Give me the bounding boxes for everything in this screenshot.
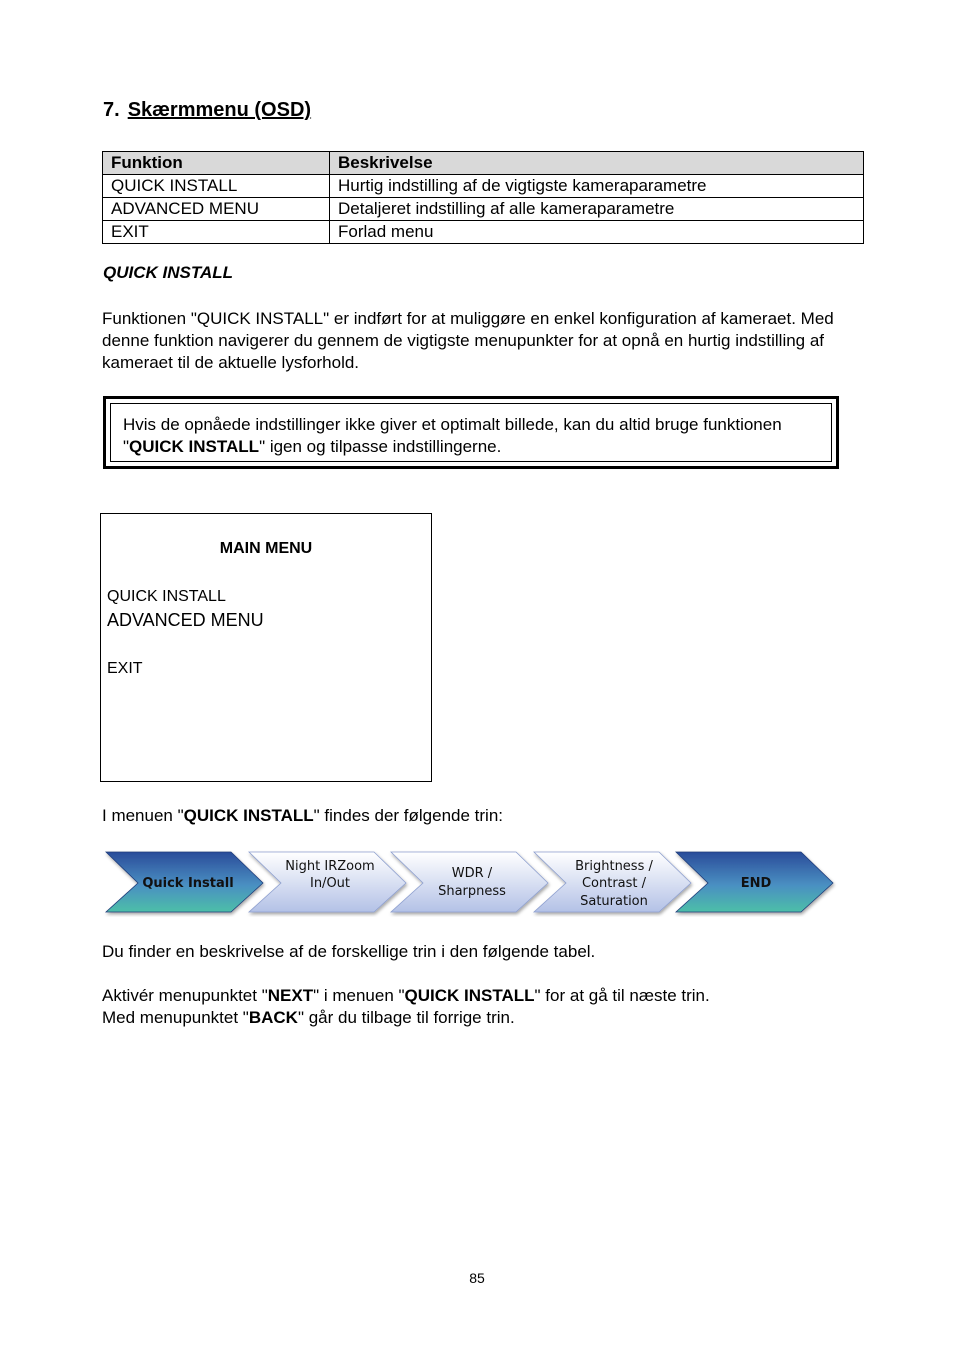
section-title: Skærmmenu (OSD) (127, 99, 312, 121)
page-number: 85 (469, 1270, 485, 1286)
function-table (102, 151, 864, 244)
section-heading (103, 99, 311, 122)
step-arrow-3 (391, 852, 548, 912)
menu-item-quick-install[interactable]: QUICK INSTALL (107, 588, 226, 605)
step-label: In/Out (309, 876, 351, 891)
menu-item-advanced-menu[interactable]: ADVANCED MENU (107, 610, 264, 630)
step-label: Brightness / (575, 859, 653, 874)
table-row (103, 175, 864, 198)
back-instruction: Med menupunktet "BACK" går du tilbage til forrige trin. (102, 1008, 515, 1027)
step-label: Night IRZoom (285, 859, 375, 874)
table-row (103, 221, 864, 244)
step-arrow-1 (106, 852, 263, 912)
step-arrow-2 (249, 852, 406, 912)
step-arrow-4 (534, 852, 691, 912)
step-label: Sharpness (438, 884, 506, 899)
step-label: END (740, 876, 772, 891)
subheading: QUICK INSTALL (103, 263, 234, 282)
note-text: Hvis de opnåede indstillinger ikke giver et optimalt billede, kan du altid bruge funktionen "QUICK INSTALL" igen og tilpasse indstillingerne. (110, 403, 832, 462)
table-cell: EXIT (103, 221, 330, 244)
table-cell: QUICK INSTALL (103, 175, 330, 198)
table-row (103, 198, 864, 221)
main-menu-panel (100, 513, 432, 782)
menu-item-exit[interactable]: EXIT (107, 660, 143, 677)
step-label: Contrast / (581, 876, 647, 891)
section-number: 7. (103, 99, 120, 121)
step-label: Quick Install (142, 876, 234, 891)
table-header-row (103, 152, 864, 175)
table-header-cell: Beskrivelse (330, 152, 864, 175)
step-label: Saturation (580, 894, 648, 909)
table-cell: Detaljeret indstilling af alle kameraparametre (330, 198, 864, 221)
quick-install-steps-flow (103, 849, 838, 917)
table-header-cell: Funktion (103, 152, 330, 175)
table-cell: Forlad menu (330, 221, 864, 244)
next-instruction: Aktivér menupunktet "NEXT" i menuen "QUICK INSTALL" for at gå til næste trin. (102, 986, 710, 1005)
table-cell: Hurtig indstilling af de vigtigste kameraparametre (330, 175, 864, 198)
main-menu-title: MAIN MENU (219, 540, 313, 557)
note-box (103, 396, 839, 469)
step-label: WDR / (451, 866, 493, 881)
table-description: Du finder en beskrivelse af de forskellige trin i den følgende tabel. (102, 942, 596, 961)
table-cell: ADVANCED MENU (103, 198, 330, 221)
steps-intro: I menuen "QUICK INSTALL" findes der følgende trin: (102, 806, 504, 825)
step-arrow-5 (676, 852, 833, 912)
intro-paragraph: Funktionen "QUICK INSTALL" er indført for at muliggøre en enkel konfiguration af kameraet. Med denne funktion navigerer du gennem de vigtigste menupunkter for at opnå en hurtig indstilling af kameraet til de aktuelle lysforhold. (102, 309, 834, 372)
